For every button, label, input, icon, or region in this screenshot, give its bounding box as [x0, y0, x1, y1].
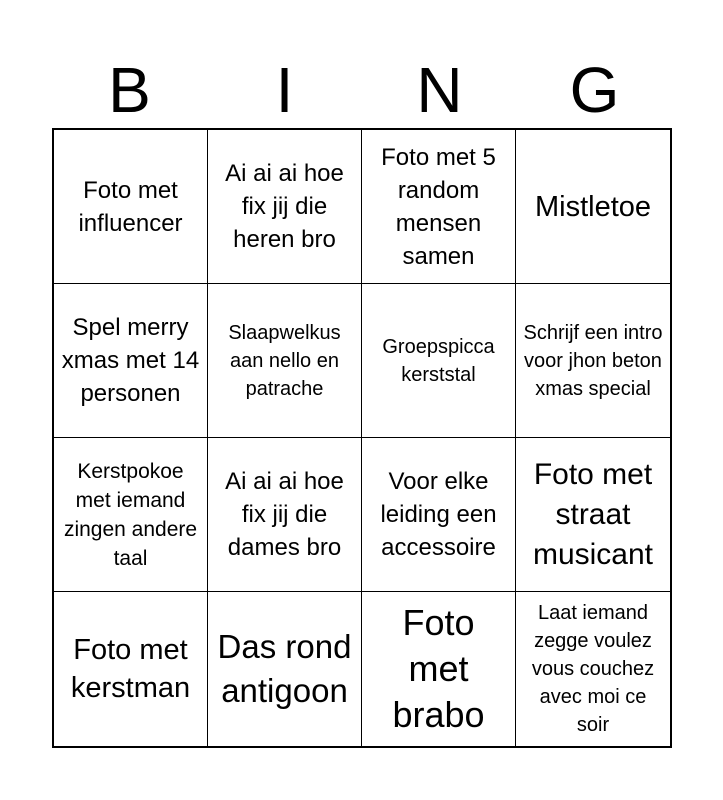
cell-text: Spel merry xmas met 14 personen [61, 314, 200, 407]
cell-text: Foto met 5 random mensen samen [381, 143, 496, 270]
bingo-cell-r2-c1[interactable] [54, 284, 208, 438]
bingo-cell-r2-c3[interactable] [362, 284, 516, 438]
bingo-cell-r1-c3[interactable] [362, 130, 516, 284]
cell-text: Voor elke leiding een accessoire [380, 468, 497, 561]
cell-text: Foto met influencer [78, 176, 183, 237]
bingo-cell-r4-c4[interactable] [516, 592, 670, 746]
cell-text: Das rond antigoon [217, 628, 352, 709]
cell-text: Slaapwelkus aan nello en patrache [228, 321, 341, 400]
cell-text: Mistletoe [534, 190, 652, 223]
title-letter-b: B [108, 54, 151, 126]
title-letter-i: I [275, 54, 294, 126]
bingo-cell-r3-c4[interactable] [516, 438, 670, 592]
bingo-cell-r1-c2[interactable] [208, 130, 362, 284]
title-letter-n: N [416, 54, 463, 126]
bingo-cell-r1-c1[interactable] [54, 130, 208, 284]
bingo-title [52, 52, 672, 128]
bingo-cell-r1-c4[interactable] [516, 130, 670, 284]
cell-text: Kerstpokoe met iemand zingen andere taal [63, 459, 198, 570]
cell-text: Groepspicca kerststal [382, 335, 495, 386]
cell-text: Ai ai ai hoe fix jij die heren bro [225, 160, 344, 253]
bingo-cell-r3-c1[interactable] [54, 438, 208, 592]
bingo-board [52, 128, 672, 748]
cell-text: Laat iemand zegge voulez vous couchez avec moi ce soir [531, 602, 655, 736]
bingo-cell-r4-c1[interactable] [54, 592, 208, 746]
bingo-cell-r4-c3[interactable] [362, 592, 516, 746]
bingo-cell-r3-c2[interactable] [208, 438, 362, 592]
bingo-cell-r2-c2[interactable] [208, 284, 362, 438]
bingo-cell-r2-c4[interactable] [516, 284, 670, 438]
cell-text: Foto met straat musicant [532, 457, 654, 571]
cell-text: Foto met brabo [392, 602, 485, 735]
cell-text: Ai ai ai hoe fix jij die dames bro [225, 468, 344, 561]
bingo-cell-r4-c2[interactable] [208, 592, 362, 746]
title-letter-g: G [569, 54, 620, 126]
cell-text: Foto met kerstman [70, 634, 191, 704]
cell-text: Schrijf een intro voor jhon beton xmas special [523, 321, 663, 400]
bingo-cell-r3-c3[interactable] [362, 438, 516, 592]
